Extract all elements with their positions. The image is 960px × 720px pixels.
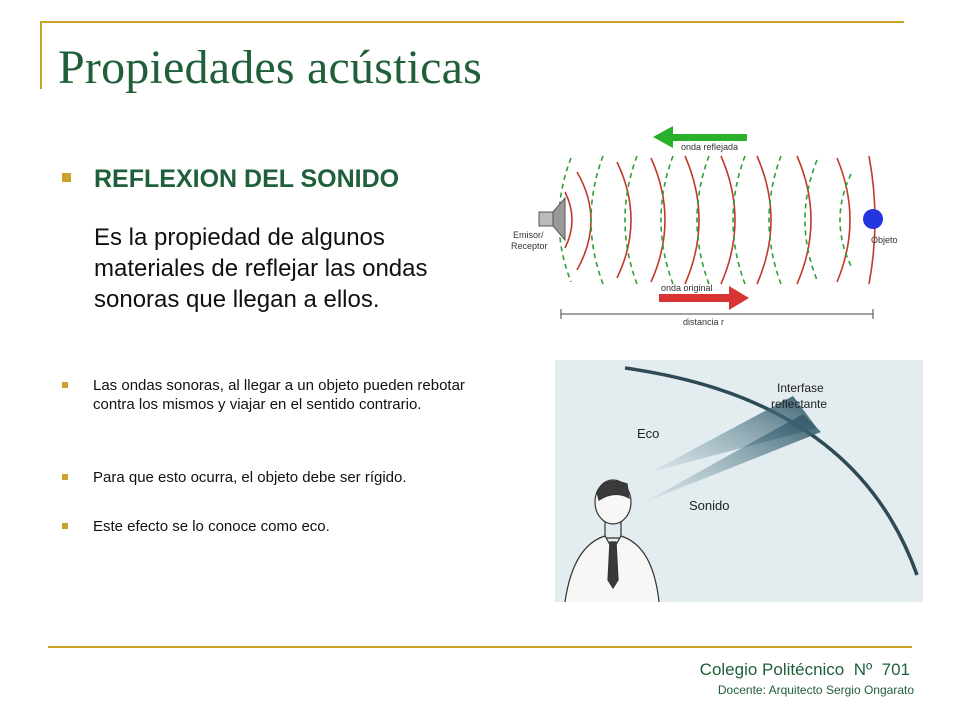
reflection-diagram [505,120,935,340]
footer-teacher: Docente: Arquitecto Sergio Ongarato [717,683,914,697]
footer-school: Colegio Politécnico Nº 701 [699,660,910,679]
wave-fronts [559,156,875,284]
left-frame-line [40,21,42,89]
bullet-icon [62,474,68,480]
interface-label-line1: Interfase [777,381,824,395]
distance-label: distancia r [683,317,725,327]
definition-text: Es la propiedad de algunos materiales de reflejar las ondas sonoras que llegan a ellos. [94,224,428,313]
echo-label: Eco [637,426,660,441]
section-heading: REFLEXION DEL SONIDO [94,165,400,193]
heading-bullet-icon [62,173,71,182]
echo-diagram [555,360,923,602]
top-frame-line [40,21,904,23]
bullet-text-3: Este efecto se lo conoce como eco. [93,518,330,535]
bottom-frame-line [48,646,912,648]
object-label: Objeto [871,235,898,245]
bullet-icon [62,523,68,529]
sound-label: Sonido [689,498,730,513]
reflected-wave-label: onda reflejada [681,142,739,152]
bullet-icon [62,382,68,388]
slide-title: Propiedades acústicas [58,41,483,94]
interface-label-line2: reflectante [771,397,828,411]
emitter-label-line2: Receptor [511,241,548,251]
bullet-text-2: Para que esto ocurra, el objeto debe ser rígido. [93,469,407,486]
original-wave-label: onda original [661,283,713,293]
object-ball-icon [863,209,883,229]
emitter-label-line1: Emisor/ [513,230,544,240]
bullet-text-1: Las ondas sonoras, al llegar a un objeto pueden rebotar contra los mismos y viajar en el sentido contrario. [93,377,465,413]
